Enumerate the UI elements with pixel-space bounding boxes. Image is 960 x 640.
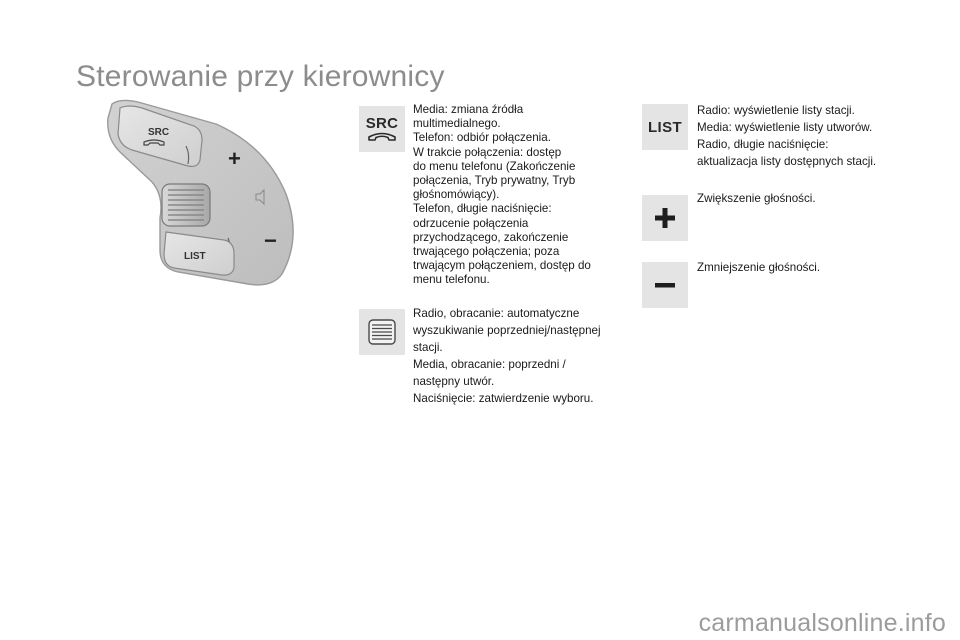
volume-down-description [697, 261, 897, 275]
volume-up-icon-box [642, 195, 688, 241]
thumbwheel-icon [366, 316, 398, 348]
phone-handset-icon [367, 131, 397, 143]
thumbwheel-description [413, 306, 635, 409]
src-line: trwającego połączenia; poza [413, 245, 560, 259]
wheel-line: wyszukiwanie poprzedniej/następnej [413, 324, 601, 338]
minus-icon [653, 273, 677, 297]
plus-icon [653, 206, 677, 230]
wheel-line: Media, obracanie: poprzedni / [413, 358, 566, 372]
src-line: przychodzącego, zakończenie [413, 230, 569, 244]
src-line: Telefon, długie naciśnięcie: [413, 202, 552, 216]
wheel-src-label: SRC [148, 127, 170, 138]
src-line: Telefon: odbiór połączenia. [413, 131, 551, 145]
steering-wheel-controls-illustration [98, 98, 308, 290]
page-title: Sterowanie przy kierownicy [76, 60, 445, 93]
list-icon-label: LIST [647, 118, 683, 136]
volume-up-line: Zwiększenie głośności. [697, 192, 816, 205]
wheel-line: Radio, obracanie: automatyczne [413, 307, 580, 320]
src-line: Media: zmiana źródła [413, 103, 524, 116]
src-line: do menu telefonu (Zakończenie [413, 159, 576, 173]
list-description [697, 103, 907, 171]
src-line: głośnomówiący). [413, 188, 500, 202]
src-line: W trakcie połączenia: dostęp [413, 145, 562, 159]
wheel-plus-label: + [228, 146, 241, 171]
wheel-line: Naciśnięcie: zatwierdzenie wyboru. [413, 392, 594, 406]
wheel-line: stacji. [413, 341, 443, 355]
list-icon-box [642, 104, 688, 150]
wheel-line: następny utwór. [413, 375, 495, 389]
volume-down-line: Zmniejszenie głośności. [697, 261, 821, 274]
list-line: aktualizacja listy dostępnych stacji. [697, 155, 877, 169]
src-line: połączenia, Tryb prywatny, Tryb [413, 174, 576, 188]
list-line: Media: wyświetlenie listy utworów. [697, 121, 873, 135]
wheel-thumbwheel-shape [162, 184, 210, 226]
src-line: multimedialnego. [413, 117, 501, 131]
src-icon-label: SRC [365, 114, 399, 132]
volume-down-icon-box [642, 262, 688, 308]
wheel-list-label: LIST [184, 251, 206, 262]
src-line: menu telefonu. [413, 273, 490, 287]
thumbwheel-icon-box [359, 309, 405, 355]
src-description [413, 103, 628, 288]
volume-up-description [697, 192, 897, 206]
watermark: carmanualsonline.info [698, 609, 946, 637]
src-line: odrzucenie połączenia [413, 216, 529, 230]
list-line: Radio: wyświetlenie listy stacji. [697, 104, 855, 117]
src-icon-box [359, 106, 405, 152]
src-line: trwającym połączeniem, dostęp do [413, 259, 591, 273]
wheel-minus-label: − [264, 228, 277, 253]
list-line: Radio, długie naciśnięcie: [697, 138, 829, 152]
